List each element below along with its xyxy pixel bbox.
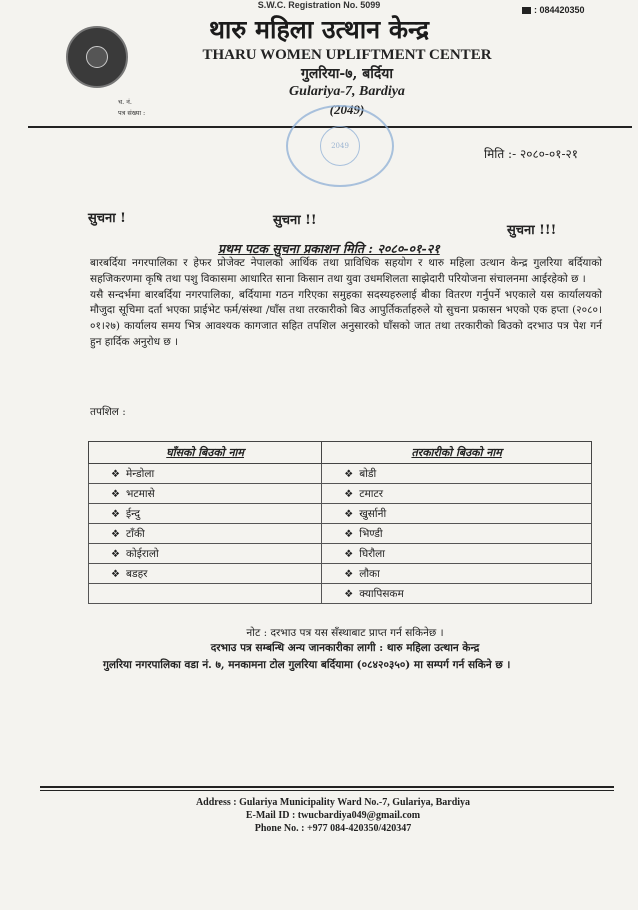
grass-cell: ❖ कोईरालो bbox=[89, 544, 322, 564]
footer-address: Address : Gulariya Municipality Ward No.-7, Gulariya, Bardiya bbox=[195, 797, 471, 808]
note-text: नोट : दरभाउ पत्र यस सँस्थाबाट प्राप्त गर्न सकिनेछ । bbox=[246, 627, 444, 639]
grass-cell: ❖ भटमासे bbox=[89, 484, 322, 504]
vegetable-cell: ❖ लौका bbox=[322, 564, 592, 584]
grass-cell: ❖ बडहर bbox=[89, 564, 322, 584]
paragraph-1: बारबर्दिया नगरपालिका र हेफर प्रोजेक्ट नेपालको आर्थिक तथा प्राविधिक सहयोग र थारु महिला उत्थान केन्द्र गुलरिया बर्दियाको सहजिकरणमा कृषि तथा पशु विकासमा आधारित साना किसान तथा युवा उधमशिलता साझेदारी परियोजना संचालनमा आईरहेको छ । bbox=[90, 257, 602, 285]
address-nepali: गुलरिया-७, बर्दिया bbox=[300, 66, 394, 82]
org-name-nepali: थारु महिला उत्थान केन्द्र bbox=[208, 15, 430, 44]
notice-label-3: सुचना !!! bbox=[507, 223, 557, 238]
vegetable-cell: ❖ टमाटर bbox=[322, 484, 592, 504]
contact-line-1: दरभाउ पत्र सम्बन्धि अन्य जानकारीका लागी : थारु महिला उत्थान केन्द्र bbox=[210, 642, 480, 654]
vegetable-cell: ❖ खुर्सानी bbox=[322, 504, 592, 524]
table-row bbox=[89, 564, 592, 584]
ref-patra-no: पत्र संख्या : bbox=[118, 109, 146, 117]
top-phone-number: : 084420350 bbox=[534, 5, 585, 15]
office-stamp: 2049 bbox=[286, 105, 394, 187]
registration-number: S.W.C. Registration No. 5099 bbox=[257, 0, 381, 10]
table-row bbox=[89, 464, 592, 484]
ref-ch-no: च. नं. bbox=[118, 98, 132, 106]
table-row bbox=[89, 484, 592, 504]
grass-cell: ❖ मेन्डोला bbox=[89, 464, 322, 484]
grass-cell: ❖ ईन्दु bbox=[89, 504, 322, 524]
paragraph-2: यसै सन्दर्भमा बारबर्दिया नगरपालिका, बर्दियामा गठन गरिएका समुहका सदस्यहरुलाई बीका वितरण गर्नुपर्ने भएकाले यस कार्यालयको मौजुदा सूचिमा दर्ता भएका प्राईभेट फर्म/संस्था /घाँस तथा तरकारीको बिउ आपुर्तिकर्ताहरुले यो सुचना प्रकासन भएको एक हप्ता (२०८०।०१।२७) कार्यालय समय भित्र आवश्यक कागजात सहित तपशिल अनुसारको घाँसको जात तथा तरकारीको बिउको दरभाउ पत्र पेश गर्न हुन हार्दिक अनुरोध छ । bbox=[90, 288, 602, 348]
notice-label-1: सुचना ! bbox=[88, 211, 126, 226]
footer-divider-2 bbox=[40, 790, 614, 791]
table-row bbox=[89, 504, 592, 524]
details-label: तपशिल : bbox=[90, 406, 126, 418]
table-row bbox=[89, 544, 592, 564]
footer-divider-1 bbox=[40, 786, 614, 788]
notice-body bbox=[90, 256, 602, 351]
contact-line-2: गुलरिया नगरपालिका वडा नं. ७, मनकामना टोल गुलरिया बर्दियामा (०८४२०३५०) मा सम्पर्ग गर्न सकिने छ । bbox=[103, 659, 511, 671]
table-header-row bbox=[89, 442, 592, 464]
vegetable-cell: ❖ बोडी bbox=[322, 464, 592, 484]
notice-subheading: प्रथम पटक सुचना प्रकाशन मिति : २०८०-०१-२१ bbox=[218, 241, 440, 256]
seed-list-table bbox=[88, 441, 592, 604]
org-name-english: THARU WOMEN UPLIFTMENT CENTER bbox=[202, 47, 492, 63]
vegetable-cell: ❖ घिरौला bbox=[322, 544, 592, 564]
footer-phone: Phone No. : +977 084-420350/420347 bbox=[254, 823, 412, 834]
address-english: Gulariya-7, Bardiya bbox=[289, 84, 405, 99]
vegetable-seed-header: तरकारीको बिउको नाम bbox=[322, 442, 592, 464]
vegetable-cell: ❖ भिण्डी bbox=[322, 524, 592, 544]
table-row bbox=[89, 584, 592, 604]
established-year: (2049) bbox=[329, 102, 365, 117]
letter-date: मिति :- २०८०-०१-२१ bbox=[484, 147, 578, 161]
notice-label-2: सुचना !! bbox=[273, 213, 317, 228]
grass-cell: ❖ टाँकी bbox=[89, 524, 322, 544]
vegetable-cell: ❖ क्यापिसकम bbox=[322, 584, 592, 604]
footer-email: E-Mail ID : twucbardiya049@gmail.com bbox=[245, 810, 421, 821]
reference-block bbox=[118, 97, 145, 119]
grass-cell-empty bbox=[89, 584, 322, 604]
grass-seed-header: घाँसको बिउको नाम bbox=[89, 442, 322, 464]
table-row bbox=[89, 524, 592, 544]
